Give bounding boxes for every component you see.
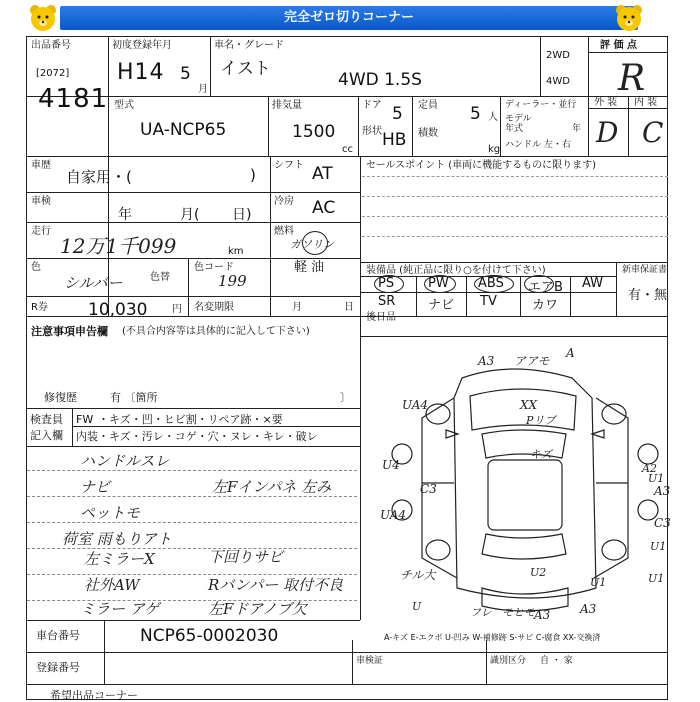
drive-2wd: 2WD [546, 50, 570, 61]
recycle-value: 10,030 [88, 300, 148, 320]
note-left-1: ハンドルスレ [80, 452, 170, 470]
first-reg-label: 初度登録年月 [112, 40, 172, 51]
first-reg-month: 5 [180, 64, 191, 84]
diagram-mark-21: A3 [580, 602, 597, 616]
model-value: UA-NCP65 [140, 120, 227, 140]
mascot-bear-right-icon [614, 4, 644, 32]
equipment-aw: AW [582, 276, 604, 291]
diagram-mark-15: U1 [648, 472, 665, 485]
dealer-handle: ハンドル 左・右 [505, 140, 571, 150]
diagram-mark-3: A [566, 346, 575, 360]
equipment-navi: ナビ [428, 298, 455, 313]
damage-legend: A-キズ E-エクボ U-凹み W-補修跡 S-サビ C-腐食 XX-交換済 [384, 633, 601, 642]
note-right-3: Rバンパー 取付不良 [208, 576, 344, 594]
equipment-airbag-circle [524, 275, 554, 293]
car-name-label: 車名・グレード [214, 40, 284, 51]
check-row2-head: 内装 [76, 430, 98, 443]
registration-label: 登録番号 [36, 661, 80, 674]
inspection-year: 年 [118, 207, 132, 223]
history-close: ) [250, 166, 256, 184]
capacity-label: 定員 [418, 100, 438, 111]
diagram-mark-16: C3 [654, 516, 671, 530]
color-change-label: 色替 [150, 272, 170, 283]
repair-value: 有 〔箇所 [110, 391, 158, 404]
ac-label: 冷房 [274, 196, 294, 207]
diagram-mark-4: XX [520, 398, 538, 412]
capacity-value: 5 [470, 104, 481, 124]
model-label: 型式 [114, 100, 134, 111]
car-damage-diagram [362, 338, 671, 628]
equipment-leather: カワ [532, 298, 559, 313]
name-change-month: 月 [292, 302, 302, 313]
first-reg-month-unit: 月 [198, 84, 208, 95]
diagram-mark-9: C3 [420, 482, 437, 496]
inspector-label-1: 検査員 [30, 413, 63, 426]
ac-value: AC [312, 198, 336, 218]
classification-label: 識別区分 [490, 656, 527, 666]
page-banner: 完全ゼロ切りコーナー [60, 6, 638, 30]
interior-score: C [642, 116, 664, 149]
grade-label: 評 価 点 [600, 40, 637, 51]
color-code-label: 色コード [194, 262, 234, 273]
diagram-mark-13: U1 [648, 572, 665, 585]
lot-label: 出品番号 [31, 40, 71, 51]
load-label: 積数 [418, 128, 438, 139]
note-left-4: 荷室 雨もりアト [62, 530, 172, 548]
chassis-label: 車台番号 [36, 629, 80, 642]
diagram-mark-7: UA4 [402, 398, 429, 412]
fuel-gasoline: ガソリン [290, 238, 334, 251]
inspection-day: 日) [232, 207, 252, 223]
car-grade: 4WD 1.5S [338, 70, 422, 90]
inspection-cert-label: 車検証 [356, 656, 384, 666]
interior-label: 内 装 [634, 97, 658, 108]
diagram-mark-8: U4 [382, 458, 400, 472]
fuel-label: 燃料 [274, 226, 294, 237]
warranty-label: 新車保証書 [622, 265, 668, 275]
name-change-day: 日 [344, 302, 354, 313]
note-left-6: 社外AW [84, 576, 140, 594]
color-label: 色 [31, 262, 41, 273]
dealer-line1: ディーラー・並行 [505, 100, 577, 110]
inspection-label: 車検 [31, 196, 51, 207]
history-label: 車歴 [31, 160, 51, 171]
doors-value: 5 [392, 104, 403, 124]
note-left-3: ペットモ [80, 504, 141, 522]
grade-score: R [618, 58, 646, 99]
equipment-ps-circle [374, 275, 404, 293]
exterior-label: 外 装 [594, 97, 618, 108]
shape-value: HB [382, 130, 407, 150]
equipment-abs: ABS [478, 276, 504, 291]
diagram-mark-23: U [412, 600, 422, 613]
note-right-4: 左Fドアノブ欠 [208, 600, 307, 618]
equipment-airbag: エアB [528, 280, 563, 295]
dealer-line3: 年式 [505, 124, 524, 134]
mascot-bear-left-icon [28, 4, 58, 32]
load-unit: kg [488, 144, 501, 155]
lot-number: 4181 [38, 84, 109, 114]
doors-label: ドア [362, 100, 382, 111]
color-value: シルバー [64, 274, 123, 292]
recycle-label: R券 [31, 302, 48, 313]
mileage-unit: km [228, 246, 244, 257]
diagram-mark-18: U1 [650, 540, 667, 553]
note-right-2: 下回りサビ [208, 548, 284, 566]
equipment-label: 装備品 (純正品に限り○を付けて下さい) [366, 265, 546, 276]
fuel-gasoline-circle [302, 231, 328, 255]
repair-label: 修復歴 [44, 391, 77, 404]
mileage-value: 12万1千099 [60, 234, 177, 258]
shift-label: シフト [274, 160, 304, 171]
dealer-year-unit: 年 [572, 124, 582, 134]
diagram-mark-12: U2 [530, 566, 547, 579]
capacity-unit: 人 [488, 112, 498, 123]
mileage-label: 走行 [31, 226, 51, 237]
diagram-mark-1: A3 [478, 354, 495, 368]
diagram-mark-19: モヒモ [502, 606, 535, 619]
shape-label: 形状 [362, 126, 382, 137]
displacement-unit: cc [342, 144, 353, 155]
note-left-2: ナビ [80, 478, 111, 496]
bottom-corner-label: 希望出品コーナー [50, 689, 138, 702]
dealer-line2: モデル [505, 114, 532, 124]
fuel-diesel: 軽 油 [294, 260, 325, 275]
check-row1-head: FW [76, 413, 94, 426]
lot-sub: [2072] [36, 68, 70, 79]
first-reg-year: H14 [117, 60, 165, 85]
diagram-mark-5: Pリブ [526, 414, 556, 427]
check-row1: ・キズ・凹・ヒビ割・リペア跡・×要 [98, 413, 283, 426]
inspection-month: 月( [180, 207, 200, 223]
later-items-label: 後日品 [366, 312, 396, 323]
warranty-value: 有・無 [628, 288, 668, 303]
note-left-7: ミラー アゲ [80, 600, 160, 618]
car-name: イスト [220, 59, 271, 79]
diagram-mark-22: フレ [470, 606, 492, 619]
note-left-5: 左ミラーX [84, 550, 155, 568]
report-label: 注意事項申告欄 [31, 325, 108, 338]
equipment-pw-circle [424, 275, 456, 293]
drive-4wd: 4WD [546, 76, 570, 87]
diagram-mark-14: A2 [642, 462, 657, 475]
sales-point-label: セールスポイント (車両に機能するものに限ります) [366, 160, 597, 171]
diagram-mark-17: A3 [654, 484, 671, 498]
diagram-mark-11: チル大 [400, 568, 436, 582]
recycle-unit: 円 [172, 304, 182, 315]
chassis-value: NCP65-0002030 [140, 626, 279, 646]
classification-value: 自 ・ 家 [540, 656, 573, 666]
inspector-label-2: 記入欄 [30, 429, 63, 442]
check-row2: ・キズ・汚レ・コゲ・穴・ヌレ・キレ・破レ [98, 430, 318, 443]
equipment-tv: TV [480, 294, 497, 309]
diagram-mark-2: アアモ [514, 354, 550, 368]
history-value: 自家用・( [66, 168, 132, 186]
diagram-mark-6: キズ [530, 448, 552, 461]
exterior-score: D [596, 116, 619, 149]
diagram-mark-24: U1 [590, 576, 607, 589]
equipment-ps: PS [378, 276, 395, 291]
equipment-abs-circle [474, 275, 514, 293]
name-change-label: 名変期限 [194, 302, 234, 313]
shift-value: AT [312, 164, 333, 184]
displacement-label: 排気量 [272, 100, 302, 111]
color-code: 199 [218, 272, 247, 290]
repair-close: 〕 [340, 391, 351, 404]
displacement-value: 1500 [292, 122, 336, 142]
report-sub: (不具合内容等は具体的に記入して下さい) [122, 326, 310, 337]
diagram-mark-10: UA4 [380, 508, 407, 522]
equipment-sr: SR [378, 294, 396, 309]
equipment-pw: PW [428, 276, 449, 291]
note-right-1: 左Fインパネ 左み [212, 478, 332, 496]
diagram-mark-20: A3 [534, 608, 551, 622]
